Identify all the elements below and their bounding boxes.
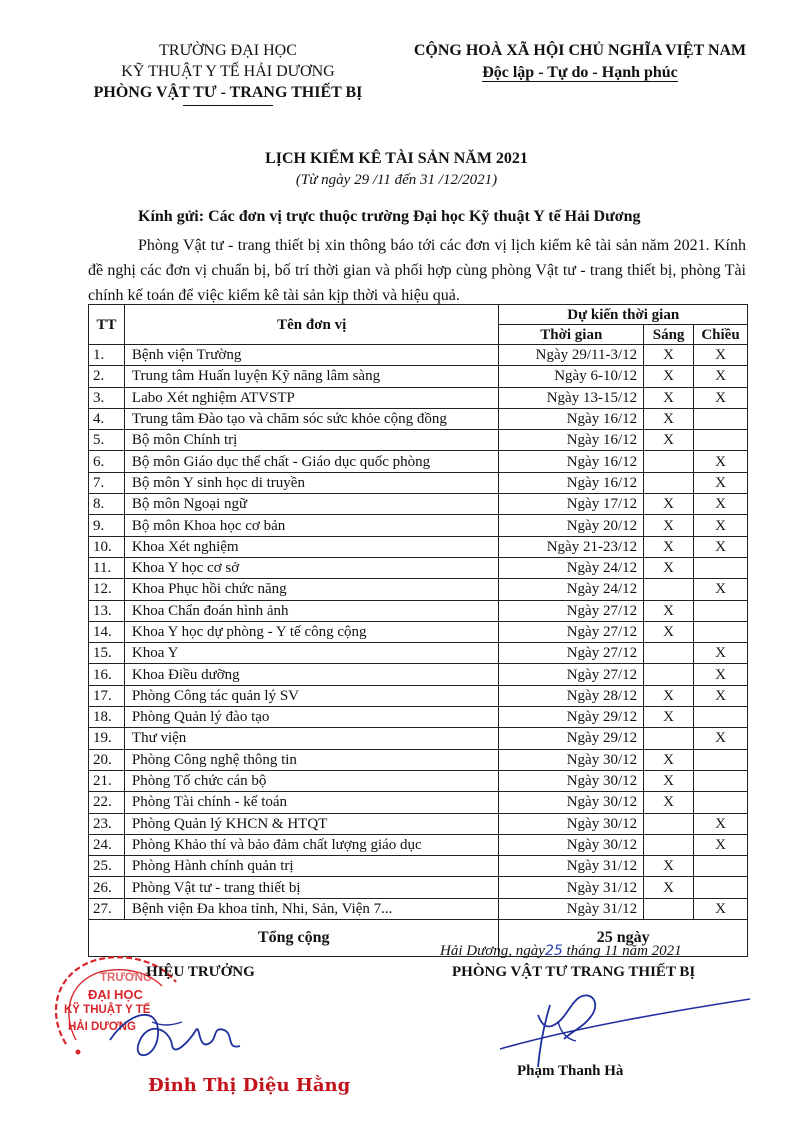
row-number: 8. xyxy=(89,494,125,515)
table-row xyxy=(89,792,748,813)
table-row xyxy=(89,600,748,621)
row-time: Ngày 29/12 xyxy=(499,728,644,749)
table-row xyxy=(89,621,748,642)
row-afternoon-mark: X xyxy=(694,898,748,919)
row-afternoon-mark: X xyxy=(694,345,748,366)
row-morning-mark: X xyxy=(644,707,694,728)
row-number: 19. xyxy=(89,728,125,749)
row-afternoon-mark xyxy=(694,770,748,791)
row-unit-name: Thư viện xyxy=(124,728,499,749)
row-unit-name: Bệnh viện Trường xyxy=(124,345,499,366)
row-morning-mark: X xyxy=(644,430,694,451)
row-time: Ngày 16/12 xyxy=(499,408,644,429)
table-row xyxy=(89,472,748,493)
row-afternoon-mark xyxy=(694,792,748,813)
row-number: 2. xyxy=(89,366,125,387)
row-afternoon-mark: X xyxy=(694,664,748,685)
row-time: Ngày 16/12 xyxy=(499,430,644,451)
row-unit-name: Phòng Khảo thí và bảo đảm chất lượng giáo dục xyxy=(124,834,499,855)
issuing-school-name: TRƯỜNG ĐẠI HỌC xyxy=(159,42,297,59)
row-morning-mark xyxy=(644,472,694,493)
row-number: 16. xyxy=(89,664,125,685)
table-row xyxy=(89,557,748,578)
row-afternoon-mark: X xyxy=(694,451,748,472)
table-row xyxy=(89,707,748,728)
row-afternoon-mark: X xyxy=(694,387,748,408)
row-number: 5. xyxy=(89,430,125,451)
row-afternoon-mark: X xyxy=(694,472,748,493)
table-row xyxy=(89,770,748,791)
row-afternoon-mark: X xyxy=(694,643,748,664)
row-number: 15. xyxy=(89,643,125,664)
row-number: 25. xyxy=(89,856,125,877)
table-row xyxy=(89,387,748,408)
col-header-unit: Tên đơn vị xyxy=(124,305,499,345)
row-morning-mark: X xyxy=(644,387,694,408)
row-number: 18. xyxy=(89,707,125,728)
row-time: Ngày 27/12 xyxy=(499,664,644,685)
table-row xyxy=(89,898,748,919)
row-unit-name: Bệnh viện Đa khoa tỉnh, Nhi, Sản, Viện 7... xyxy=(124,898,499,919)
row-morning-mark: X xyxy=(644,515,694,536)
row-morning-mark: X xyxy=(644,536,694,557)
table-row xyxy=(89,813,748,834)
table-row xyxy=(89,451,748,472)
principal-signature-icon xyxy=(100,1000,250,1070)
row-number: 24. xyxy=(89,834,125,855)
row-morning-mark: X xyxy=(644,345,694,366)
seal-line-4: HẢI DƯƠNG xyxy=(68,1021,136,1033)
row-unit-name: Phòng Công tác quản lý SV xyxy=(124,685,499,706)
row-afternoon-mark: X xyxy=(694,579,748,600)
row-time: Ngày 30/12 xyxy=(499,813,644,834)
col-header-time: Thời gian xyxy=(499,325,644,345)
table-row xyxy=(89,408,748,429)
row-number: 9. xyxy=(89,515,125,536)
row-morning-mark: X xyxy=(644,408,694,429)
row-number: 23. xyxy=(89,813,125,834)
row-number: 20. xyxy=(89,749,125,770)
intro-paragraph: Phòng Vật tư - trang thiết bị xin thông báo tới các đơn vị lịch kiểm kê tài sản năm 2021. Kính đề nghị các đơn vị chuẩn bị, bố trí thời gian và phối hợp cùng phòng Vật tư - trang thiết bị, phòng Tài chính kế toán để việc kiểm kê tài sản kịp thời và hiệu quả. xyxy=(88,237,746,304)
row-time: Ngày 13-15/12 xyxy=(499,387,644,408)
total-label: Tổng cộng xyxy=(89,920,499,957)
table-row xyxy=(89,536,748,557)
row-afternoon-mark xyxy=(694,557,748,578)
principal-label: HIỆU TRƯỞNG xyxy=(146,964,255,980)
row-unit-name: Trung tâm Đào tạo và chăm sóc sức khỏe cộng đồng xyxy=(124,408,499,429)
inventory-schedule-table xyxy=(88,304,748,957)
row-time: Ngày 6-10/12 xyxy=(499,366,644,387)
col-header-afternoon: Chiều xyxy=(694,325,748,345)
row-unit-name: Bộ môn Giáo dục thể chất - Giáo dục quốc phòng xyxy=(124,451,499,472)
row-time: Ngày 31/12 xyxy=(499,898,644,919)
principal-name: Đinh Thị Diệu Hằng xyxy=(148,1075,351,1096)
seal-line-1: TRƯỜNG xyxy=(100,972,152,984)
row-afternoon-mark xyxy=(694,856,748,877)
row-time: Ngày 30/12 xyxy=(499,770,644,791)
row-afternoon-mark xyxy=(694,877,748,898)
issuing-department: PHÒNG VẬT TƯ - TRANG THIẾT BỊ xyxy=(93,84,363,101)
row-morning-mark xyxy=(644,898,694,919)
row-morning-mark: X xyxy=(644,749,694,770)
row-unit-name: Khoa Điều dưỡng xyxy=(124,664,499,685)
row-number: 22. xyxy=(89,792,125,813)
issuing-unit-header xyxy=(52,40,404,106)
place-date-day: 25 xyxy=(544,943,563,959)
row-number: 21. xyxy=(89,770,125,791)
row-afternoon-mark: X xyxy=(694,685,748,706)
row-morning-mark: X xyxy=(644,877,694,898)
row-time: Ngày 31/12 xyxy=(499,877,644,898)
row-morning-mark: X xyxy=(644,856,694,877)
table-row xyxy=(89,515,748,536)
row-afternoon-mark: X xyxy=(694,728,748,749)
table-row xyxy=(89,877,748,898)
row-number: 7. xyxy=(89,472,125,493)
national-title: CỘNG HOÀ XÃ HỘI CHỦ NGHĨA VIỆT NAM xyxy=(413,42,747,59)
row-unit-name: Phòng Vật tư - trang thiết bị xyxy=(124,877,499,898)
row-unit-name: Khoa Y xyxy=(124,643,499,664)
col-header-plan: Dự kiến thời gian xyxy=(499,305,748,325)
row-afternoon-mark: X xyxy=(694,494,748,515)
row-time: Ngày 17/12 xyxy=(499,494,644,515)
row-time: Ngày 30/12 xyxy=(499,834,644,855)
row-morning-mark: X xyxy=(644,600,694,621)
row-number: 12. xyxy=(89,579,125,600)
row-unit-name: Phòng Công nghệ thông tin xyxy=(124,749,499,770)
row-afternoon-mark: X xyxy=(694,813,748,834)
row-morning-mark xyxy=(644,834,694,855)
row-time: Ngày 27/12 xyxy=(499,621,644,642)
row-unit-name: Khoa Y học dự phòng - Y tế công cộng xyxy=(124,621,499,642)
row-morning-mark: X xyxy=(644,621,694,642)
row-number: 6. xyxy=(89,451,125,472)
row-time: Ngày 27/12 xyxy=(499,600,644,621)
row-time: Ngày 28/12 xyxy=(499,685,644,706)
office-signature-label: PHÒNG VẬT TƯ TRANG THIẾT BỊ xyxy=(452,964,696,980)
row-time: Ngày 30/12 xyxy=(499,792,644,813)
row-afternoon-mark xyxy=(694,749,748,770)
row-afternoon-mark xyxy=(694,707,748,728)
row-morning-mark xyxy=(644,664,694,685)
row-number: 3. xyxy=(89,387,125,408)
row-time: Ngày 24/12 xyxy=(499,557,644,578)
row-morning-mark xyxy=(644,813,694,834)
place-date-suffix: tháng 11 năm 2021 xyxy=(566,943,682,959)
row-unit-name: Khoa Xét nghiệm xyxy=(124,536,499,557)
row-morning-mark xyxy=(644,728,694,749)
recipient-line: Kính gửi: Các đơn vị trực thuộc trường Đại học Kỹ thuật Y tế Hải Dương xyxy=(138,208,641,225)
national-motto: Độc lập - Tự do - Hạnh phúc xyxy=(482,64,678,81)
row-afternoon-mark xyxy=(694,600,748,621)
place-and-date xyxy=(440,943,682,960)
table-row xyxy=(89,685,748,706)
row-time: Ngày 16/12 xyxy=(499,451,644,472)
row-morning-mark: X xyxy=(644,494,694,515)
table-row xyxy=(89,856,748,877)
table-row xyxy=(89,430,748,451)
row-number: 26. xyxy=(89,877,125,898)
document-title: LỊCH KIỂM KÊ TÀI SẢN NĂM 2021 xyxy=(265,150,528,167)
row-morning-mark xyxy=(644,643,694,664)
table-row xyxy=(89,664,748,685)
row-number: 14. xyxy=(89,621,125,642)
issuing-school-name-2: KỸ THUẬT Y TẾ HẢI DƯƠNG xyxy=(121,63,335,80)
row-unit-name: Khoa Y học cơ sở xyxy=(124,557,499,578)
row-time: Ngày 20/12 xyxy=(499,515,644,536)
row-morning-mark: X xyxy=(644,770,694,791)
seal-line-3: KỸ THUẬT Y TẾ xyxy=(64,1004,151,1016)
row-afternoon-mark xyxy=(694,621,748,642)
place-date-prefix: Hải Dương, ngày xyxy=(440,943,545,959)
row-afternoon-mark: X xyxy=(694,515,748,536)
row-unit-name: Bộ môn Khoa học cơ bản xyxy=(124,515,499,536)
row-time: Ngày 30/12 xyxy=(499,749,644,770)
row-unit-name: Phòng Hành chính quản trị xyxy=(124,856,499,877)
office-head-name: Phạm Thanh Hà xyxy=(517,1063,624,1079)
row-unit-name: Phòng Tổ chức cán bộ xyxy=(124,770,499,791)
row-unit-name: Phòng Quản lý đào tạo xyxy=(124,707,499,728)
row-number: 4. xyxy=(89,408,125,429)
row-unit-name: Trung tâm Huấn luyện Kỹ năng lâm sàng xyxy=(124,366,499,387)
row-time: Ngày 24/12 xyxy=(499,579,644,600)
table-row xyxy=(89,366,748,387)
row-afternoon-mark xyxy=(694,430,748,451)
row-number: 10. xyxy=(89,536,125,557)
row-unit-name: Khoa Chẩn đoán hình ảnh xyxy=(124,600,499,621)
row-number: 11. xyxy=(89,557,125,578)
row-unit-name: Phòng Tài chính - kế toán xyxy=(124,792,499,813)
row-time: Ngày 16/12 xyxy=(499,472,644,493)
row-unit-name: Bộ môn Chính trị xyxy=(124,430,499,451)
row-afternoon-mark: X xyxy=(694,834,748,855)
row-unit-name: Labo Xét nghiệm ATVSTP xyxy=(124,387,499,408)
total-value: 25 ngày xyxy=(499,920,748,957)
row-unit-name: Phòng Quản lý KHCN & HTQT xyxy=(124,813,499,834)
row-time: Ngày 21-23/12 xyxy=(499,536,644,557)
row-afternoon-mark xyxy=(694,408,748,429)
row-time: Ngày 31/12 xyxy=(499,856,644,877)
table-row xyxy=(89,749,748,770)
row-morning-mark xyxy=(644,579,694,600)
table-row xyxy=(89,643,748,664)
row-afternoon-mark: X xyxy=(694,536,748,557)
row-number: 1. xyxy=(89,345,125,366)
table-row xyxy=(89,494,748,515)
national-header xyxy=(380,40,780,84)
table-row xyxy=(89,834,748,855)
document-subtitle: (Từ ngày 29 /11 đến 31 /12/2021) xyxy=(295,172,498,188)
table-row xyxy=(89,345,748,366)
row-unit-name: Khoa Phục hồi chức năng xyxy=(124,579,499,600)
row-morning-mark xyxy=(644,451,694,472)
row-time: Ngày 29/11-3/12 xyxy=(499,345,644,366)
row-number: 17. xyxy=(89,685,125,706)
col-header-morning: Sáng xyxy=(644,325,694,345)
row-morning-mark: X xyxy=(644,792,694,813)
row-unit-name: Bộ môn Y sinh học di truyền xyxy=(124,472,499,493)
col-header-tt: TT xyxy=(89,305,125,345)
row-morning-mark: X xyxy=(644,685,694,706)
row-time: Ngày 27/12 xyxy=(499,643,644,664)
row-time: Ngày 29/12 xyxy=(499,707,644,728)
row-morning-mark: X xyxy=(644,557,694,578)
row-number: 27. xyxy=(89,898,125,919)
row-number: 13. xyxy=(89,600,125,621)
table-row xyxy=(89,728,748,749)
row-unit-name: Bộ môn Ngoại ngữ xyxy=(124,494,499,515)
header-underline xyxy=(183,105,273,106)
seal-line-2: ĐẠI HỌC xyxy=(88,987,143,1002)
office-signature-icon xyxy=(480,985,760,1070)
row-morning-mark: X xyxy=(644,366,694,387)
table-row xyxy=(89,579,748,600)
row-afternoon-mark: X xyxy=(694,366,748,387)
